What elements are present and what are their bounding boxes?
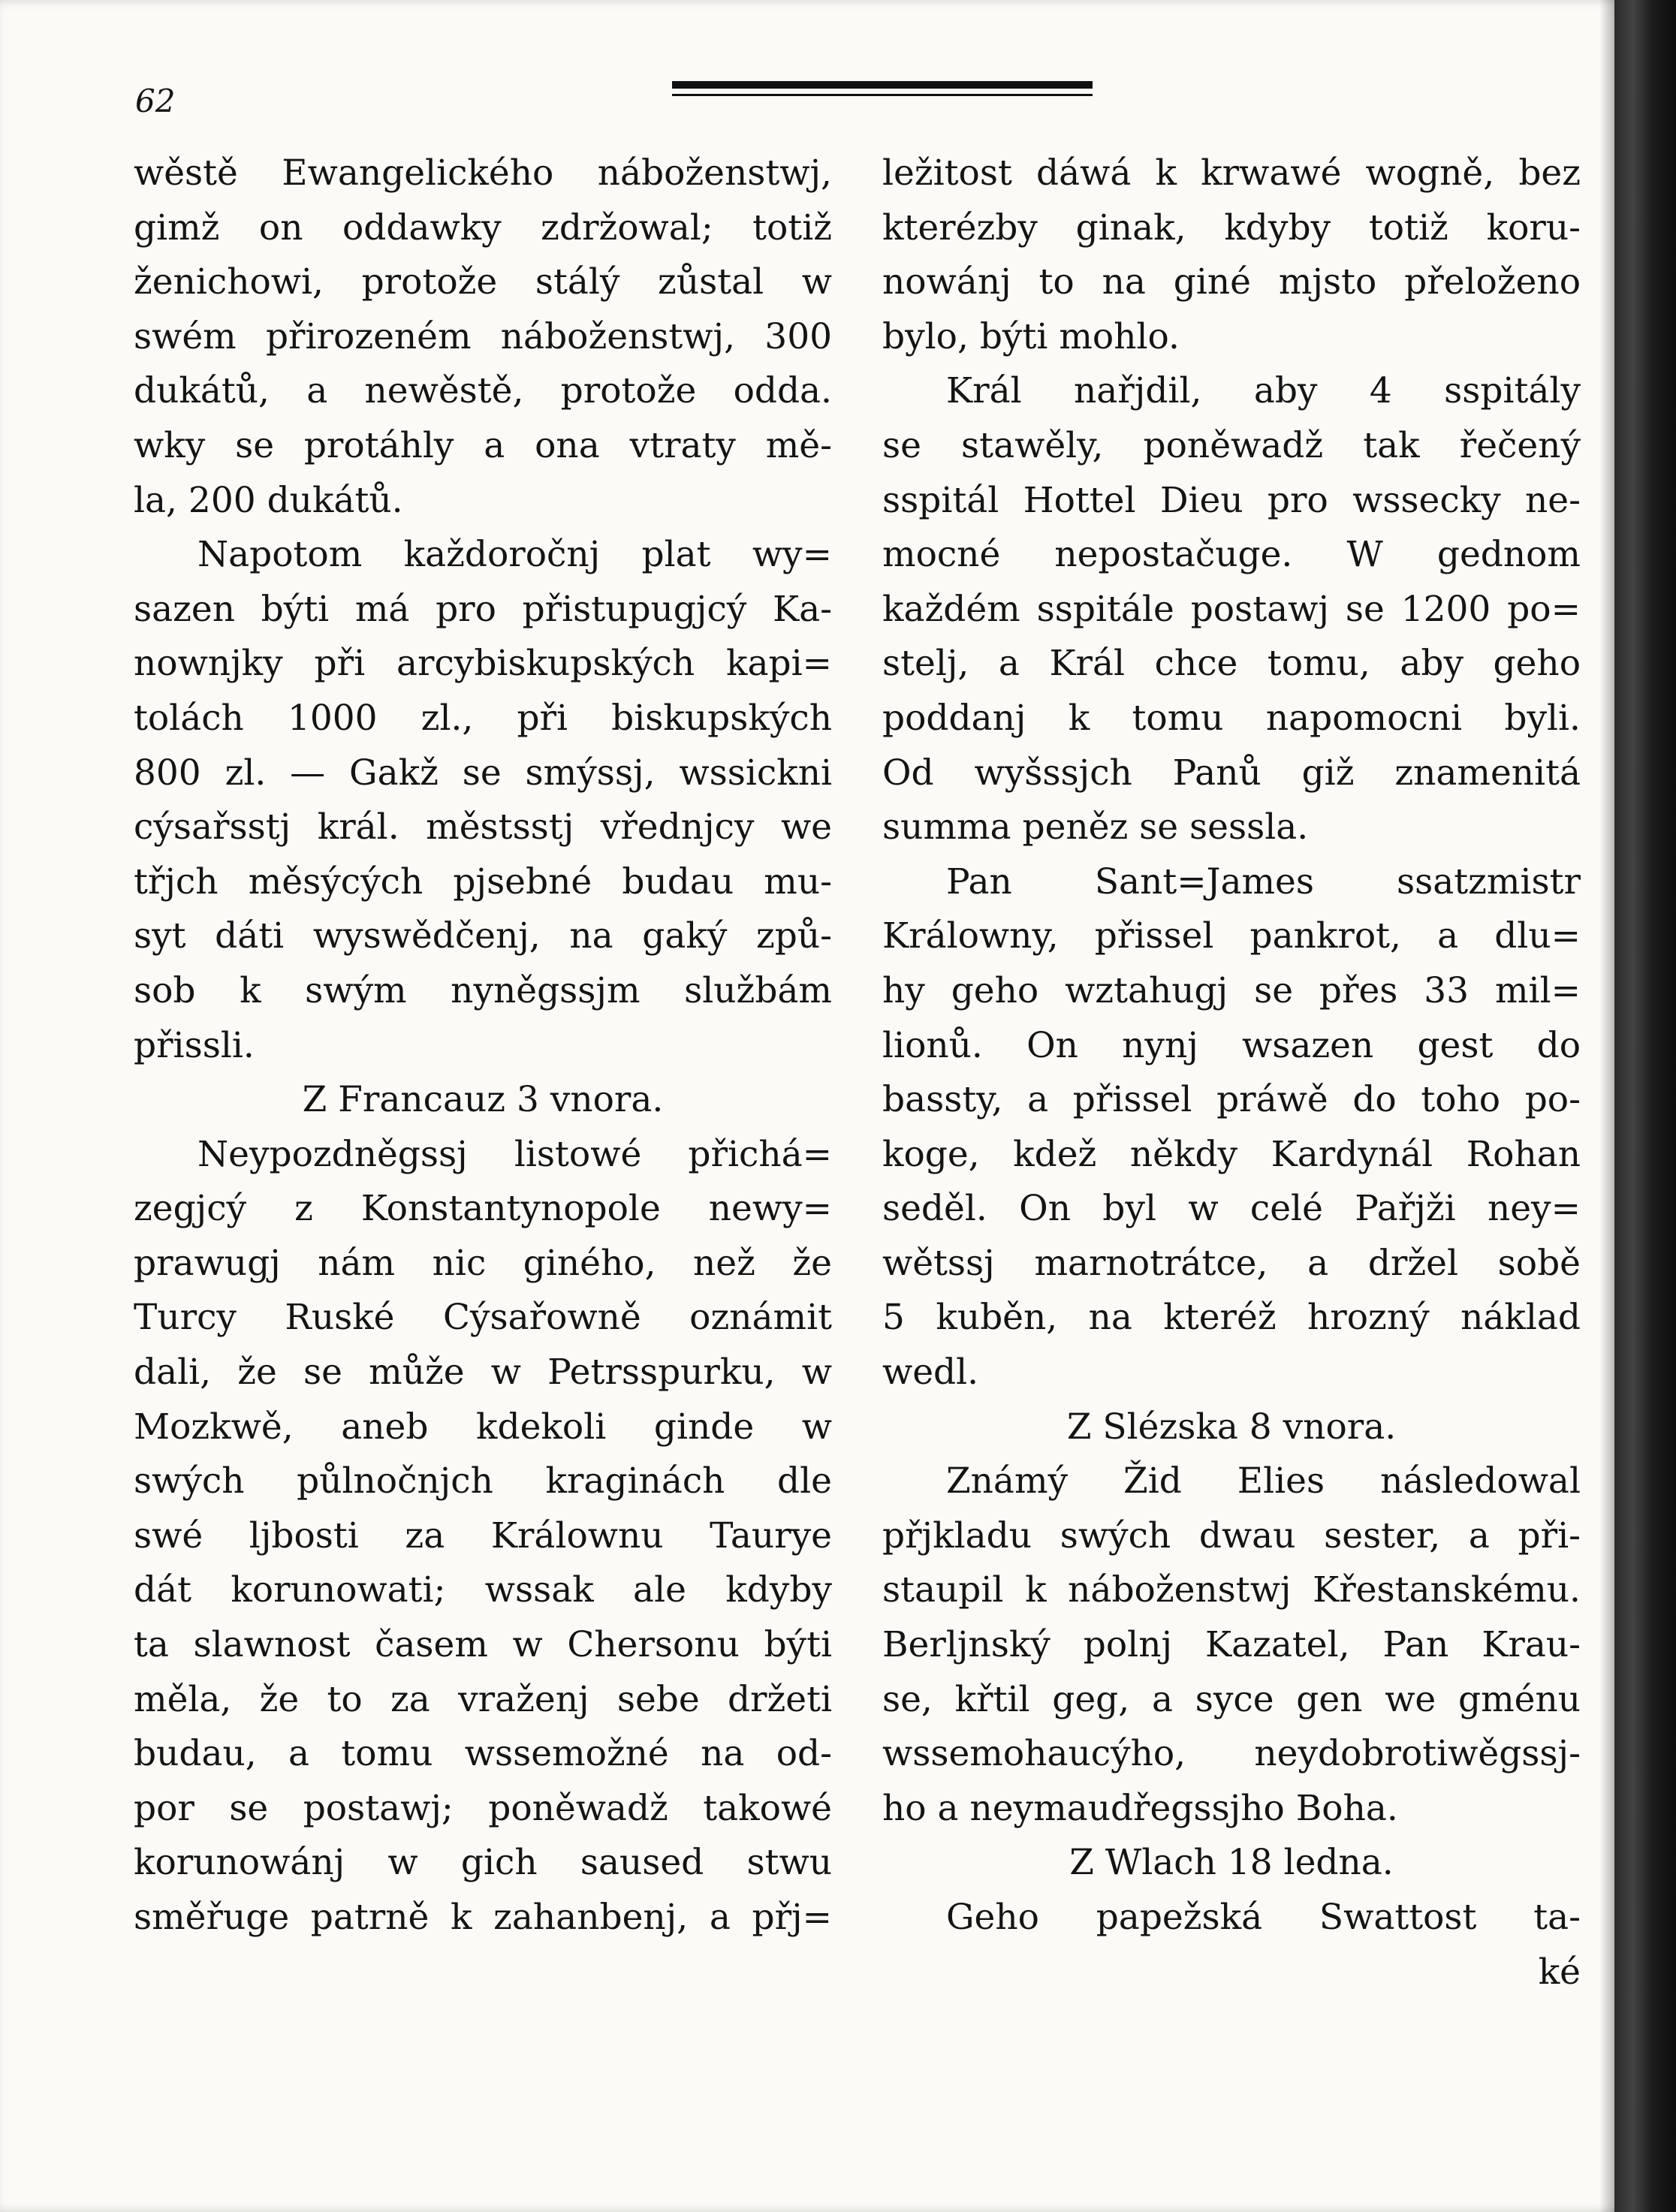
text-line: Známý Žid Elies následowal <box>946 1460 1581 1502</box>
text-line: wedl. <box>882 1352 979 1394</box>
text-line: wěstě Ewangelického náboženstwj, <box>134 152 832 194</box>
text-line: stelj, a Král chce tomu, aby geho <box>882 643 1581 685</box>
text-line: staupil k náboženstwj Křestanskému. <box>882 1569 1581 1611</box>
text-line: ležitost dáwá k krwawé wogně, bez <box>882 152 1581 194</box>
text-line: 800 zl. — Gakž se smýssj, wssickni <box>134 752 832 794</box>
text-line: bassty, a přissel práwě do toho po- <box>882 1079 1581 1121</box>
text-line: Králowny, přissel pankrot, a dlu= <box>882 915 1581 957</box>
text-line: Turcy Ruské Cýsařowně oznámit <box>134 1297 832 1339</box>
text-line: koge, kdež někdy Kardynál Rohan <box>882 1133 1581 1175</box>
text-line: ženichowi, protože stálý zůstal w <box>134 261 832 303</box>
text-line: sspitál Hottel Dieu pro wssecky ne- <box>882 479 1581 521</box>
text-line: summa peněz se sessla. <box>882 806 1309 848</box>
section-heading: Z Slézska 8 vnora. <box>1066 1406 1397 1448</box>
right-column <box>882 146 1581 2000</box>
text-line: Geho papežská Swattost ta- <box>946 1897 1581 1938</box>
text-line: gimž on oddawky zdržowal; totiž <box>134 206 832 249</box>
text-line: wětssj marnotrátce, a držel sobě <box>882 1242 1581 1284</box>
text-line: wky se protáhly a ona vtraty mě- <box>134 424 832 466</box>
text-line: syt dáti wyswědčenj, na gaký způ- <box>134 915 832 957</box>
text-line: swých půlnočnjch kraginách dle <box>134 1460 832 1502</box>
page-number: 62 <box>135 83 176 119</box>
text-line: por se postawj; poněwadž takowé <box>134 1787 832 1829</box>
text-line: hy geho wztahugj se přes 33 mil= <box>882 969 1581 1011</box>
text-line: nowánj to na giné mjsto přeloženo <box>882 261 1581 303</box>
text-line: se stawěly, poněwadž tak řečený <box>882 424 1581 466</box>
section-heading: Z Francauz 3 vnora. <box>302 1079 664 1121</box>
text-line: cýsařsstj král. městsstj vřednjcy we <box>134 806 832 848</box>
text-line: Pan Sant=James ssatzmistr <box>946 860 1581 903</box>
text-line: swé ljbosti za Králownu Taurye <box>134 1514 832 1557</box>
text-line: přissli. <box>134 1024 255 1066</box>
text-line: 5 kuběn, na kteréž hrozný náklad <box>882 1297 1581 1339</box>
text-line: zegjcý z Konstantynopole newy= <box>134 1188 832 1230</box>
text-line: třjch měsýcých pjsebné budau mu- <box>134 860 832 903</box>
left-column <box>134 146 832 1945</box>
text-line: se, křtil geg, a syce gen we gménu <box>882 1678 1581 1720</box>
text-line: Od wyšssjch Panů giž znamenitá <box>882 752 1581 794</box>
section-heading: Z Wlach 18 ledna. <box>1069 1842 1394 1884</box>
text-line: korunowánj w gich saused stwu <box>134 1842 832 1884</box>
text-line: ké <box>1538 1951 1581 1993</box>
text-line: dali, že se může w Petrsspurku, w <box>134 1352 832 1394</box>
text-line: Neypozdněgssj listowé přichá= <box>197 1133 832 1175</box>
text-line: swém přirozeném náboženstwj, 300 <box>134 315 832 357</box>
text-line: budau, a tomu wssemožné na od- <box>134 1733 832 1775</box>
text-line: Mozkwě, aneb kdekoli ginde w <box>134 1406 832 1448</box>
text-line: dát korunowati; wssak ale kdyby <box>134 1569 832 1611</box>
text-line: wssemohaucýho, neydobrotiwěgssj- <box>882 1733 1581 1775</box>
text-line: prawugj nám nic giného, než že <box>134 1242 832 1284</box>
text-line: dukátů, a newěstě, protože odda. <box>134 370 832 412</box>
text-line: mocné nepostačuge. W gednom <box>882 534 1581 576</box>
text-line: kterézby ginak, kdyby totiž koru- <box>882 206 1581 249</box>
text-line: poddanj k tomu napomocni byli. <box>882 697 1581 739</box>
text-line: sob k swým nyněgssjm službám <box>134 969 832 1011</box>
book-spine <box>1614 0 1676 2212</box>
text-line: měla, že to za vraženj sebe držeti <box>134 1678 832 1720</box>
text-line: lionů. On nynj wsazen gest do <box>882 1024 1581 1066</box>
text-line: každém sspitále postawj se 1200 po= <box>882 588 1581 630</box>
text-line: směřuge patrně k zahanbenj, a přj= <box>134 1897 832 1938</box>
text-line: Napotom každoročnj plat wy= <box>197 534 832 576</box>
text-line: ho a neymaudřegssjho Boha. <box>882 1787 1398 1829</box>
text-line: ta slawnost časem w Chersonu býti <box>134 1624 832 1666</box>
header-rule-thin <box>672 94 1093 96</box>
text-line: Berljnský polnj Kazatel, Pan Krau- <box>882 1624 1581 1666</box>
text-line: tolách 1000 zl., při biskupských <box>134 697 832 739</box>
text-line: bylo, býti mohlo. <box>882 315 1180 357</box>
text-line: sazen býti má pro přistupugjcý Ka- <box>134 588 832 630</box>
header-rule <box>672 81 1093 89</box>
text-line: nownjky při arcybiskupských kapi= <box>134 643 832 685</box>
text-line: přjkladu swých dwau sester, a při- <box>882 1514 1581 1557</box>
text-line: la, 200 dukátů. <box>134 479 403 521</box>
text-line: Král nařjdil, aby 4 sspitály <box>946 370 1581 412</box>
text-line: seděl. On byl w celé Pařjži ney= <box>882 1188 1581 1230</box>
